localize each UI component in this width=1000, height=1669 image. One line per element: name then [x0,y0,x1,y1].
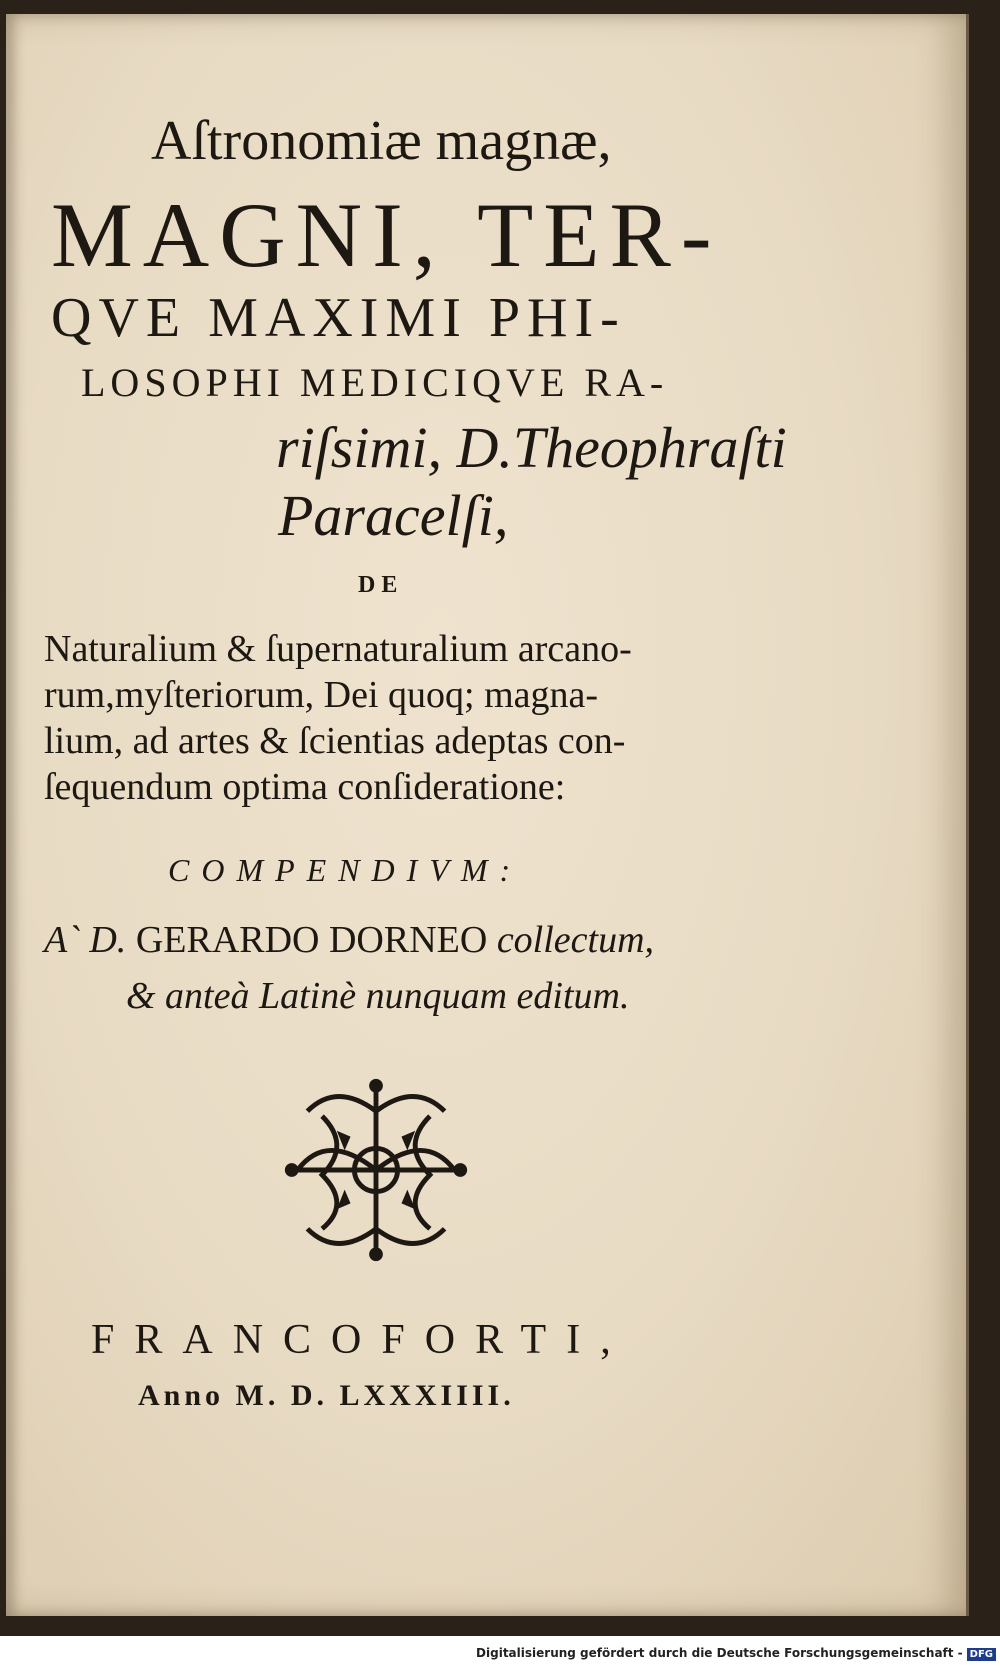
title-line-1: Aſtronomiæ magnæ, [151,110,612,172]
body-line-1: Naturalium & ſupernaturalium arcano- [44,628,632,670]
place-line: FRANCOFORTI, [91,1317,631,1363]
title-page [6,14,969,1616]
title-line-4: LOSOPHI MEDICIQVE RA- [81,360,669,405]
author-prefix: A` D. [44,919,127,961]
body-line-3: lium, ad artes & ſcientias adeptas con- [44,720,626,762]
author-line [44,918,654,962]
digitization-credit [0,1646,996,1666]
printer-ornament-icon [278,1072,474,1268]
body-text [44,626,734,810]
credit-text: Digitalisierung gefördert durch die Deutsche Forschungsgemeinschaft - [476,1646,963,1660]
title-line-5: riſsimi, D.Theophraſti [276,415,787,480]
year-line: Anno M. D. LXXXIIII. [138,1379,515,1412]
body-line-4: ſequendum optima conſideratione: [44,766,566,808]
de-line: DE [358,572,404,598]
compendium-line: COMPENDIVM: [168,852,523,888]
edition-note: & anteà Latinè nunquam editum. [126,975,630,1017]
author-suffix: collectum, [496,919,655,961]
dfg-logo: DFG [967,1648,996,1661]
title-line-3: QVE MAXIMI PHI- [51,287,626,349]
title-line-2: MAGNI, TER- [51,184,722,286]
title-line-6: Paracelſi, [278,483,509,548]
body-line-2: rum,myſteriorum, Dei quoq; magna- [44,674,599,716]
author-name: GERARDO DORNEO [135,919,488,961]
